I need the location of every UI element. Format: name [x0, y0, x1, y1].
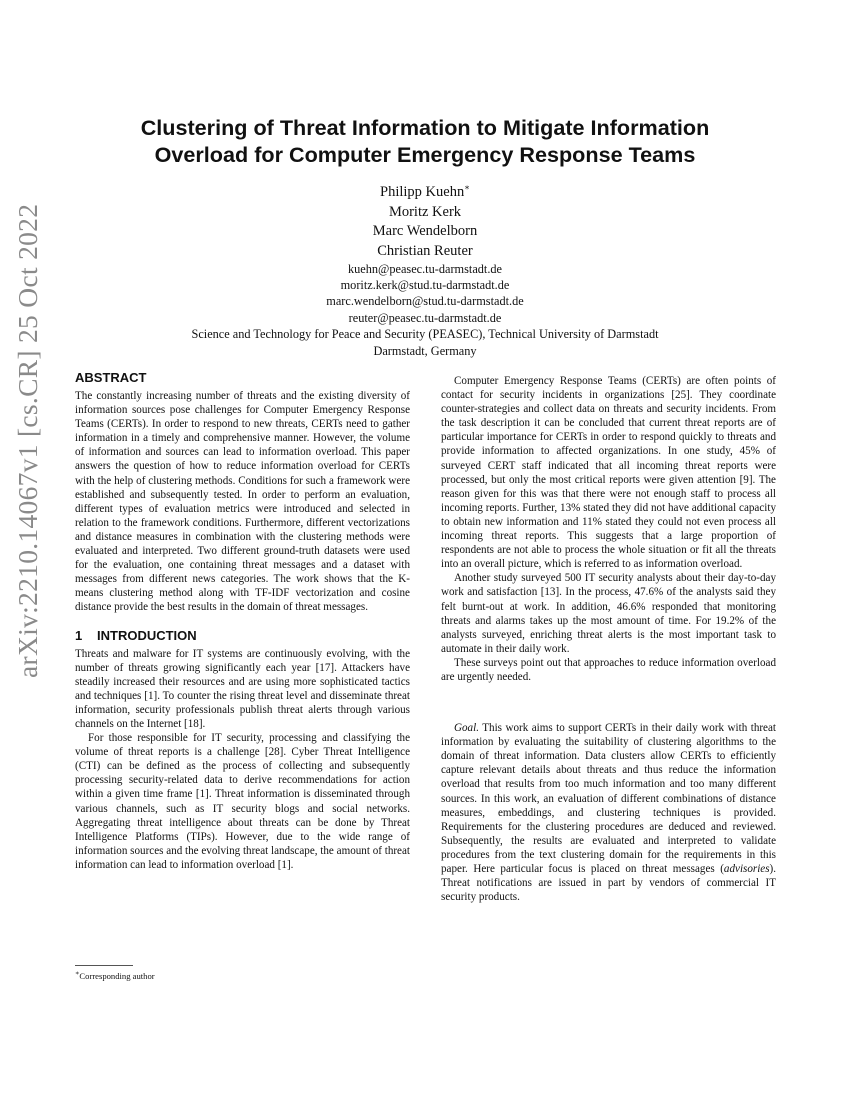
- footnote-text: Corresponding author: [79, 971, 155, 981]
- section-number: 1: [75, 627, 83, 643]
- footnote-mark: ∗: [75, 970, 80, 978]
- author-email: marc.wendelborn@stud.tu-darmstadt.de: [326, 294, 524, 309]
- goal-label: Goal.: [454, 722, 479, 735]
- section-title: INTRODUCTION: [97, 627, 197, 643]
- goal-paragraph: Goal. This work aims to support CERTs in their daily work with threat information by evaluating the suitability of clustering algorithms to the domain of threat information. Data clusters allow CERTs to efficiently capture relevant details about threats and thus reduce the information overload that results from too much information and too many different sources. In this work, an evaluation of different combinations of distance measures, embeddings, and clustering techniques is provided. Requirements for the clustering procedures are deduced and reviewed. Subsequently, the results are evaluated and interpreted to validate procedures from the text clustering domain for the requirements in this paper. Here particular focus is placed on threat messages (advisories). Threat notifications are issued in part by vendors of commercial IT security products.: [441, 722, 776, 904]
- introduction-section: [75, 628, 410, 873]
- footnote-rule: [75, 965, 133, 966]
- author-name: Marc Wendelborn: [372, 223, 478, 239]
- arxiv-identifier-stamp: arXiv:2210.14067v1 [cs.CR] 25 Oct 2022: [12, 203, 43, 678]
- author-name: Christian Reuter: [377, 242, 473, 259]
- paper-title: [70, 114, 780, 168]
- right-column: [441, 374, 776, 904]
- section-heading: [75, 628, 410, 644]
- affiliation: Science and Technology for Peace and Security (PEASEC), Technical University of Darmstadt: [191, 326, 659, 341]
- left-column: [75, 370, 410, 872]
- paragraph: Computer Emergency Response Teams (CERTs) are often points of contact for security incidents in organizations [25]. They coordinate counter-strategies and collect data on threats and security incidents. From the task description it can be concluded that current threat reports are of particular importance for CERTs in order to respond quickly to threats and provide information to affected organizations. In one study, 45% of surveyed CERT staff indicated that all incoming threat reports were processed, but only the most critical reports were given attention [9]. The reason given for this was that there were not enough staff to process all incoming reports. Further, 13% stated they did not have additional capacity to obtain new information and 11% stated they could not even process all incoming threat reports. This suggests that a large proportion of respondents are not able to process the whole situation or fit all the threats into an overall picture, which is referred to as information overload.: [441, 375, 776, 571]
- author-block: [70, 183, 780, 359]
- affiliation-location: Darmstadt, Germany: [373, 343, 477, 358]
- author-email: kuehn@peasec.tu-darmstadt.de: [347, 262, 503, 276]
- author-email: reuter@peasec.tu-darmstadt.de: [348, 310, 502, 325]
- paragraph: These surveys point out that approaches to reduce information overload are urgently needed.: [441, 656, 776, 683]
- title-line-2: Overload for Computer Emergency Response Teams: [154, 142, 696, 167]
- advisories-term: advisories: [723, 863, 770, 875]
- corresponding-author-mark: ∗: [464, 182, 470, 193]
- title-line-1: Clustering of Threat Information to Mitigate Information: [140, 115, 710, 140]
- author-name: Philipp Kuehn∗: [380, 182, 470, 200]
- abstract-heading: ABSTRACT: [75, 370, 147, 385]
- footnote: [75, 971, 155, 982]
- author-name: Moritz Kerk: [388, 203, 462, 220]
- paragraph: For those responsible for IT security, processing and classifying the volume of threat reports is a challenge [28]. Cyber Threat Intelligence (CTI) can be defined as the process of collecting and subsequently processing security-related data to derive recommendations for action within a given time frame [1]. Threat information is disseminated through various channels, such as IT security blogs and social networks. Aggregating threat intelligence about threats can be done by Threat Intelligence Platforms (TIPs). However, due to the wide range of information sources and the evolving threat landscape, the amount of threat information can lead to information overload [1].: [75, 732, 410, 871]
- abstract-text: The constantly increasing number of threats and the existing diversity of information sources pose challenges for Computer Emergency Response Teams (CERTs). In order to respond to new threats, CERTs need to gather information in a timely and comprehensive manner. However, the volume of information and sources can lead to information overload. This paper answers the question of how to reduce information overload for CERTs with the help of clustering methods. Conditions for such a framework were established and subsequently tested. In order to perform an evaluation, different types of evaluation metrics were introduced and selected in relation to the framework conditions. Furthermore, different vectorizations and distance measures in combination with the clustering methods were evaluated and interpreted. Two different ground-truth datasets were used for the evaluation, one containing threat messages and a dataset with messages from different news categories. The work shows that the K-means clustering method along with TF-IDF vectorization and cosine distance provide the best results in the domain of threat messages.: [75, 390, 410, 614]
- author-email: moritz.kerk@stud.tu-darmstadt.de: [340, 278, 510, 293]
- paragraph: Another study surveyed 500 IT security analysts about their day-to-day work and satisfaction [13]. In the process, 47.6% of the analysts said they felt burnt-out at work. In addition, 46.6% responded that monitoring threats and alarms takes up the most amount of time. For 19.2% of the analysts surveyed, enriching threat alerts is the most important task to automate in their daily work.: [441, 572, 776, 655]
- paragraph: Threats and malware for IT systems are continuously evolving, with the number of threats growing significantly each year [17]. Attackers have steadily increased their resources and are using more sophisticated tactics and techniques [1]. To counter the rising threat level and disseminate threat information, security professionals publish threat alerts through various channels on the Internet [18].: [75, 647, 410, 730]
